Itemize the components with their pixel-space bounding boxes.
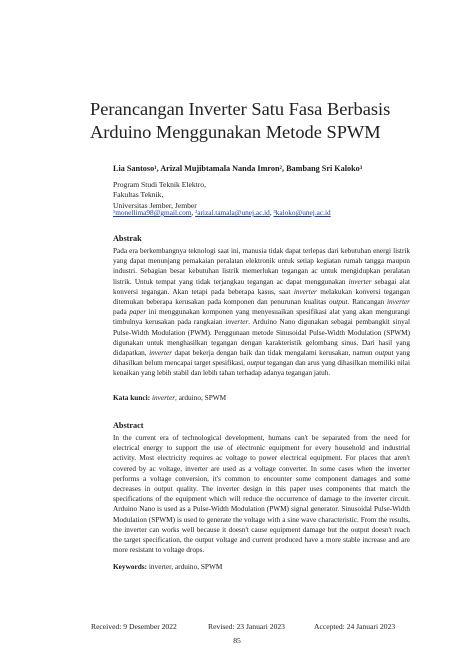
keywords-label: Keywords: bbox=[113, 562, 148, 571]
affiliation-line: Fakultas Teknik, bbox=[113, 190, 164, 200]
affiliation bbox=[113, 180, 206, 211]
page-number: 85 bbox=[233, 636, 241, 645]
keywords: Keywords: inverter, arduino, SPWM bbox=[113, 562, 223, 571]
paper-title: Perancangan Inverter Satu Fasa Berbasis Arduino Menggunakan Metode SPWM bbox=[90, 99, 391, 142]
kata-kunci: Kata kunci: inverter, arduino, SPWM bbox=[113, 393, 227, 402]
affiliation-line: Universitas Jember, Jember bbox=[113, 200, 197, 210]
revised-date: Revised: 23 Januari 2023 bbox=[208, 622, 285, 631]
abstrak-heading: Abstrak bbox=[113, 234, 142, 243]
author-emails: ¹monellima98@gmail.com, ²arizal.tamala@unej.ac.id, ³kaloko@unej.ac.id bbox=[113, 208, 331, 217]
email-link-3[interactable]: ³kaloko@unej.ac.id bbox=[273, 208, 331, 217]
abstrak-body: Pada era berkembangnya teknologi saat ini, manusia tidak dapat terlepas dari kebutuhan energi listrik yang dapat menunjang pemakaian peralatan elektronik untuk setiap kegiatan rumah tangga maupun industri. Sebagian besar kebutuhan listrik memerlukan tegangan ac untuk mengidupkan peralatan listrik. Untuk tempat yang tidak terjangkau tegangan ac dapat menggunakan inverter sebagai alat konversi tegangan. Akan tetapi pada beberapa kasus, saat inverter melakukan konversi tegangan ditemukan beberapa kerusakan pada komponen dan penurunan kualitas output. Rancangan inverter pada paper ini menggunakan komponen yang menyesuaikan spesifikasi alat yang akan mengurangi timbulnya kerusakan pada rangkaian inverter. Arduino Nano digunakan sebagai pembangkit sinyal Pulse-Width Modulation (PWM). Penggunaan metode Sinusoidal Pulse-Width Modulation (SPWM) digunakan untuk menghasilkan tegangan dengan karakteristik gelombang sinus. Dari hasil yang didapatkan, inverter dapat bekerja dengan baik dan tidak mengalami kerusakan, namun output yang dihasilkan belum mencapai target spesifikasi, output tegangan dan arus yang dihasilkan memiliki nilai kenaikan yang lebih stabil dan lebih tahan terhadap adanya tegangan jatuh. bbox=[113, 247, 410, 378]
author-list: Lia Santoso¹, Arizal Mujibtamala Nanda Imron², Bambang Sri Kaloko³ bbox=[113, 164, 363, 173]
received-date: Received: 9 Desember 2022 bbox=[91, 622, 177, 631]
email-link-2[interactable]: ²arizal.tamala@unej.ac.id bbox=[195, 208, 270, 217]
affiliation-line: Program Studi Teknik Elektro, bbox=[113, 180, 206, 189]
abstract-heading: Abstract bbox=[113, 421, 144, 430]
kata-kunci-label: Kata kunci: bbox=[113, 393, 151, 402]
email-link-1[interactable]: ¹monellima98@gmail.com bbox=[113, 208, 192, 217]
abstract-body: In the current era of technological development, humans can't be separated from the need for electrical energy to support the use of electronic equipment for every household and industrial activity. Most electricity requires ac voltage to power electrical equipment. For places that aren't covered by ac voltage, inverter are used as a voltage converter. In some cases when the inverter performs a voltage conversion, it's common to encounter some component damages and some decreases in output quality. The inverter design in this paper uses components that match the specifications of the equipment which will reduce the occurrence of damage to the inverter circuit. Arduino Nano is used as a Pulse-Width Modulation (PWM) signal generator. Sinusoidal Pulse-Width Modulation (SPWM) is used to generate the voltage with a sine wave characteristic. From the results, the inverter can works well because it doesn't cause equipment damage but the output doesn't reach the target specification, the output voltage and current produced have a more stable increase and are more resistant to voltage drops. bbox=[113, 434, 410, 555]
accepted-date: Accepted: 24 Januari 2023 bbox=[314, 622, 396, 631]
